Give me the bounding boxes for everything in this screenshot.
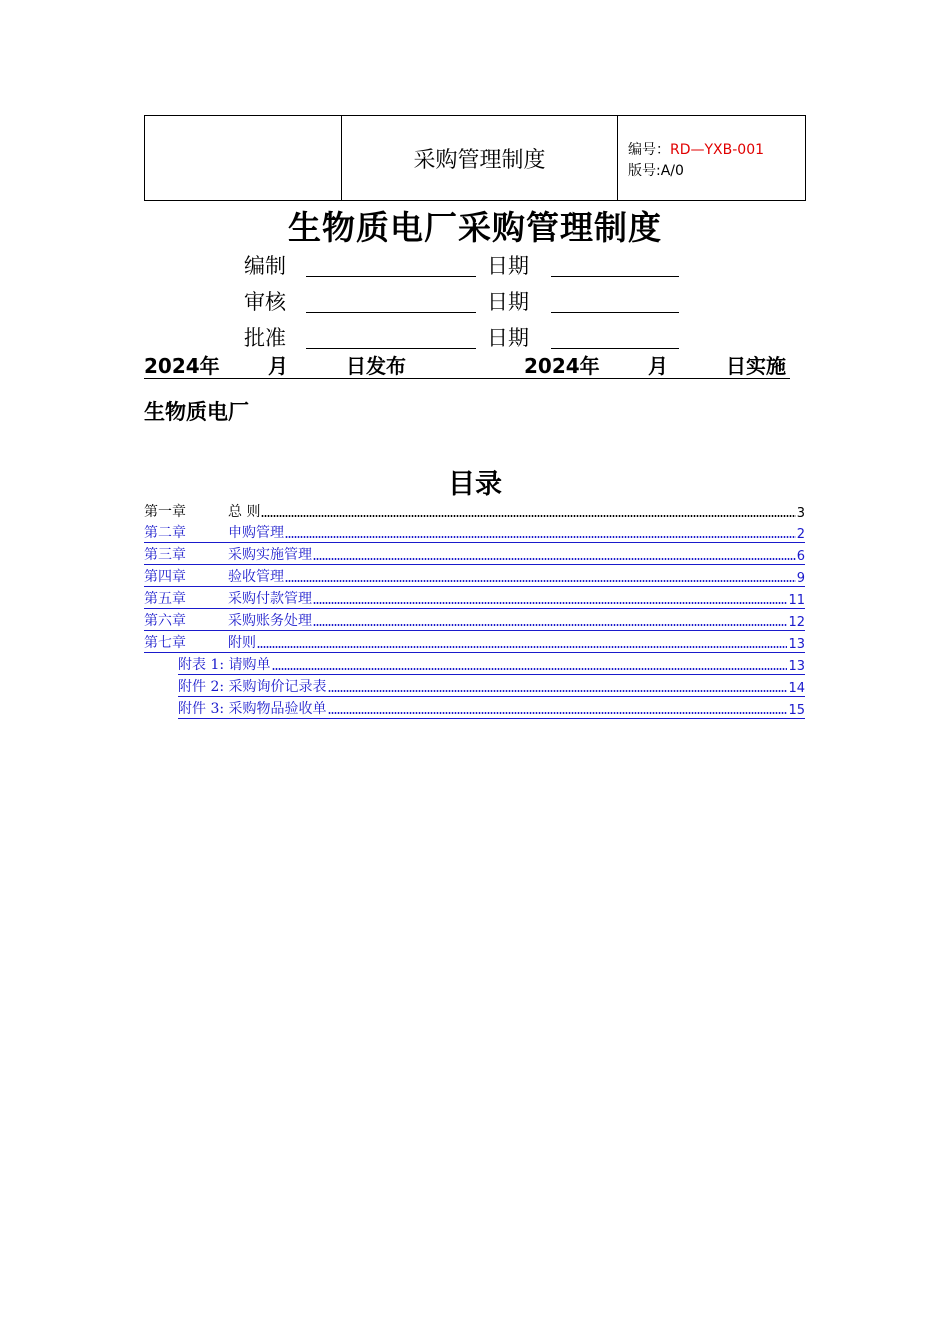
date-label: 日期 (487, 326, 529, 350)
toc-chapter-number: 第三章 (144, 547, 186, 563)
toc-chapter-number: 第二章 (144, 525, 186, 541)
signature-label: 批准 (244, 326, 286, 350)
signature-line[interactable] (306, 276, 476, 277)
toc-chapter-title: 申购管理 (228, 525, 284, 541)
toc-page-number: 14 (788, 681, 805, 696)
toc-chapter-title: 采购付款管理 (228, 591, 312, 607)
toc-chapter-title: 附则 (228, 635, 256, 651)
toc-chapter-title: 采购账务处理 (228, 613, 312, 629)
effective-month: 月 (648, 354, 668, 378)
toc-appendix-title: 附件 2: 采购询价记录表 (178, 679, 327, 695)
document-title: 生物质电厂采购管理制度 (288, 208, 662, 247)
date-line[interactable] (551, 276, 679, 277)
toc-page-number: 15 (788, 703, 805, 718)
toc-appendix-title: 附件 3: 采购物品验收单 (178, 701, 327, 717)
toc-title: 目录 (448, 469, 502, 500)
date-label: 日期 (487, 254, 529, 278)
publish-year: 2024年 (144, 354, 220, 378)
toc-dot-leader (313, 624, 787, 626)
toc-entry[interactable] (144, 543, 805, 565)
doc-version: 版号:A/0 (628, 163, 684, 179)
toc-appendix-entry[interactable] (178, 697, 805, 719)
toc-dot-leader (313, 602, 787, 604)
toc-appendix-entry[interactable] (178, 675, 805, 697)
toc-appendix-entry[interactable] (178, 653, 805, 675)
toc-chapter-title: 采购实施管理 (228, 547, 312, 563)
toc-chapter-number: 第四章 (144, 569, 186, 585)
release-date-row (144, 350, 790, 379)
toc-dot-leader (328, 690, 788, 692)
toc-dot-leader (313, 558, 796, 560)
signature-line[interactable] (306, 312, 476, 313)
toc-chapter-title: 验收管理 (228, 569, 284, 585)
signature-label: 编制 (244, 254, 286, 278)
date-line[interactable] (551, 312, 679, 313)
header-meta-cell (618, 116, 805, 200)
toc-page-number: 6 (796, 549, 805, 564)
toc-chapter-number: 第七章 (144, 635, 186, 651)
toc-entry[interactable] (144, 500, 805, 521)
toc-chapter-number: 第一章 (144, 504, 186, 520)
header-doc-name: 采购管理制度 (342, 116, 618, 200)
doc-code (628, 140, 805, 161)
toc-entry[interactable] (144, 521, 805, 543)
toc-dot-leader (272, 668, 788, 670)
logo-cell (145, 116, 342, 200)
toc-page-number: 2 (796, 527, 805, 542)
toc-chapter-title: 总 则 (228, 504, 261, 520)
signature-label: 审核 (244, 290, 286, 314)
doc-code-value: RD—YXB-001 (670, 142, 765, 158)
signature-row-prepared (0, 250, 950, 280)
signature-line[interactable] (306, 348, 476, 349)
date-line[interactable] (551, 348, 679, 349)
organization-name: 生物质电厂 (144, 400, 249, 424)
toc-dot-leader (257, 646, 787, 648)
publish-day: 日发布 (346, 354, 406, 378)
toc-entry[interactable] (144, 609, 805, 631)
toc-dot-leader (285, 580, 796, 582)
document-header-table (144, 115, 806, 201)
toc-dot-leader (285, 536, 796, 538)
toc-chapter-number: 第六章 (144, 613, 186, 629)
toc-page-number: 13 (788, 637, 805, 652)
toc-page-number: 3 (796, 506, 805, 521)
publish-month: 月 (268, 354, 288, 378)
signature-row-approved (0, 322, 950, 352)
toc-entry[interactable] (144, 631, 805, 653)
doc-code-label: 编号： (628, 142, 670, 158)
toc-chapter-number: 第五章 (144, 591, 186, 607)
toc-entry[interactable] (144, 565, 805, 587)
toc-page-number: 12 (788, 615, 805, 630)
toc-page-number: 13 (788, 659, 805, 674)
effective-day: 日实施 (726, 354, 786, 378)
toc-page-number: 9 (796, 571, 805, 586)
table-of-contents (144, 500, 805, 719)
toc-dot-leader (328, 712, 788, 714)
toc-appendix-title: 附表 1: 请购单 (178, 657, 271, 673)
toc-page-number: 11 (788, 593, 805, 608)
signature-row-reviewed (0, 286, 950, 316)
toc-dot-leader (261, 515, 795, 517)
effective-year: 2024年 (524, 354, 600, 378)
date-label: 日期 (487, 290, 529, 314)
toc-entry[interactable] (144, 587, 805, 609)
